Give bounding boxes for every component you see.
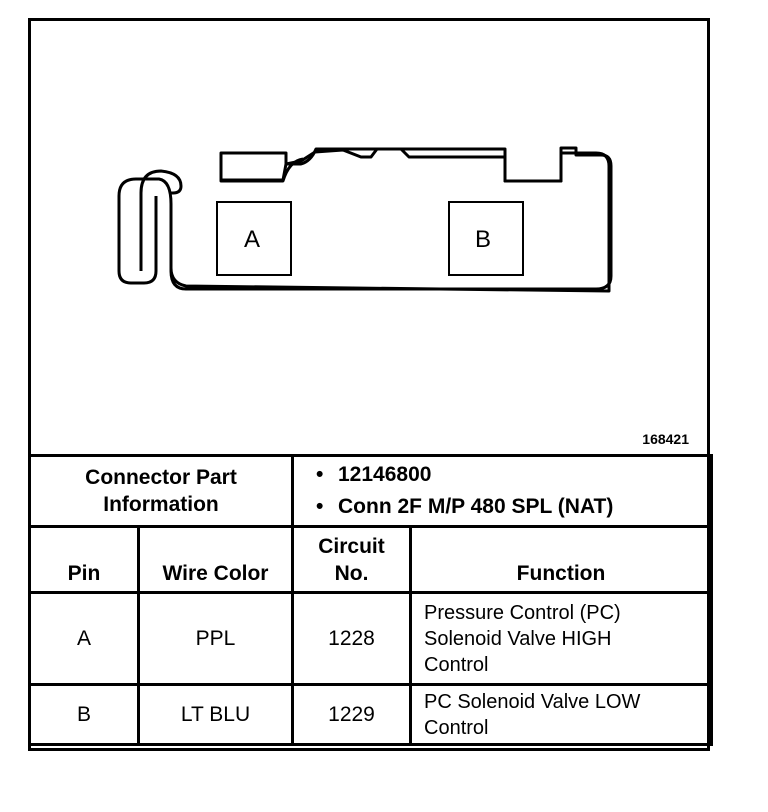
- row-a-wire-color: PPL: [139, 593, 293, 685]
- part-info-label: [30, 456, 293, 527]
- row-b-function: [411, 685, 712, 745]
- table-row: [30, 593, 712, 685]
- row-b-pin: B: [30, 685, 139, 745]
- connector-latch-inner: [141, 171, 181, 271]
- row-b-function-line1: PC Solenoid Valve LOW: [424, 690, 641, 713]
- part-info-row: [30, 456, 712, 527]
- part-number: • 12146800: [338, 459, 710, 491]
- connector-info-table: [28, 454, 713, 746]
- table-header-row: [30, 527, 712, 593]
- row-b-wire-color: LT BLU: [139, 685, 293, 745]
- connector-page-frame: [28, 18, 710, 751]
- table-row: [30, 685, 712, 745]
- connector-latch-outer: [119, 179, 171, 283]
- row-b-function-line2: Control: [424, 716, 489, 739]
- row-a-function-line1: Pressure Control (PC): [424, 601, 621, 624]
- pin-a-label: A: [244, 226, 261, 253]
- figure-id: 168421: [642, 431, 689, 447]
- part-info-label-line1: Connector Part: [85, 466, 237, 489]
- part-info-values: [293, 456, 712, 527]
- connector-description: • Conn 2F M/P 480 SPL (NAT): [338, 491, 710, 523]
- connector-diagram: [31, 21, 707, 454]
- row-a-function-line2: Solenoid Valve HIGH: [424, 627, 612, 650]
- header-circuit-line1: Circuit: [318, 534, 385, 558]
- header-function: Function: [411, 527, 712, 593]
- row-a-circuit: 1228: [293, 593, 411, 685]
- row-a-function: [411, 593, 712, 685]
- connector-outline-drawing: [31, 21, 707, 454]
- header-wire-color: Wire Color: [139, 527, 293, 593]
- part-info-label-line2: Information: [103, 493, 219, 516]
- row-b-circuit: 1229: [293, 685, 411, 745]
- header-pin: Pin: [30, 527, 139, 593]
- row-a-function-line3: Control: [424, 653, 489, 676]
- header-circuit-line2: No.: [334, 561, 369, 585]
- header-circuit: [293, 527, 411, 593]
- pin-b-label: B: [475, 226, 492, 253]
- row-a-pin: A: [30, 593, 139, 685]
